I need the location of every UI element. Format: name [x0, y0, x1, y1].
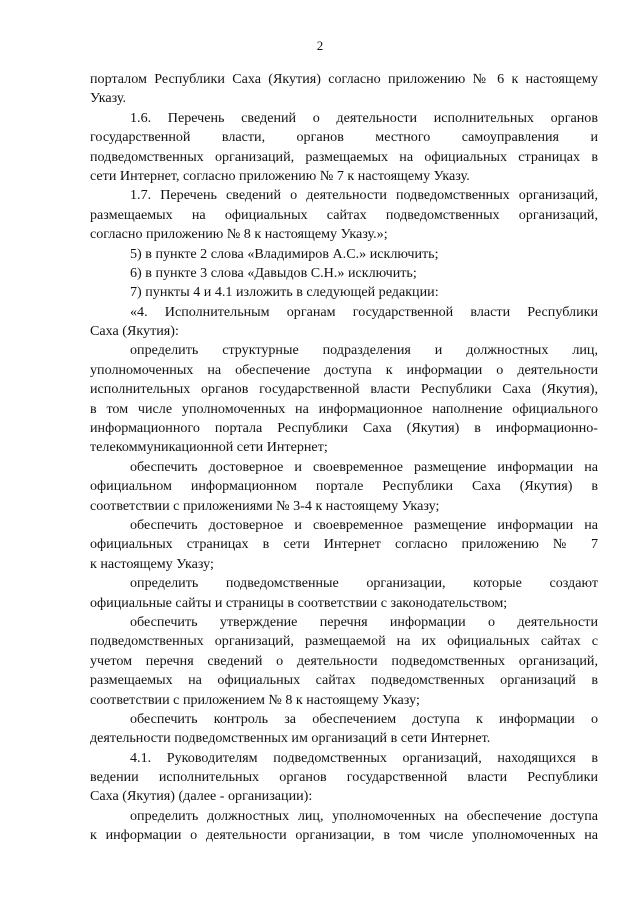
text-line: размещаемых на официальных сайтах подведомственных организаций в — [90, 672, 598, 689]
text-line: обеспечить утверждение перечня информации о деятельности — [130, 613, 598, 630]
text-line: 5) в пункте 2 слова «Владимиров А.С.» исключить; — [130, 245, 439, 262]
text-line: учетом перечня сведений о деятельности подведомственных организаций, — [90, 652, 598, 669]
page-number: 2 — [316, 38, 324, 53]
text-line: ведении исполнительных органов государственной власти Республики — [90, 769, 598, 786]
text-line: соответствии с приложениями № 3-4 к настоящему Указу; — [90, 497, 440, 514]
text-line: к настоящему Указу; — [90, 555, 214, 572]
text-line: телекоммуникационной сети Интернет; — [90, 439, 328, 456]
text-line: 4.1. Руководителям подведомственных организаций, находящихся в — [130, 749, 598, 766]
text-line: 6) в пункте 3 слова «Давыдов С.Н.» исключить; — [130, 264, 417, 281]
text-line: официальные сайты и страницы в соответствии с законодательством; — [90, 594, 508, 611]
text-line: к информации о деятельности организации, в том числе уполномоченных на — [90, 827, 598, 844]
text-line: Саха (Якутия) (далее - организации): — [90, 788, 313, 805]
text-line: обеспечить достоверное и своевременное размещение информации на — [130, 516, 598, 533]
text-line: Саха (Якутия): — [90, 323, 179, 340]
text-line: деятельности подведомственных им организаций в сети Интернет. — [90, 730, 491, 747]
text-line: в том числе уполномоченных на информационное наполнение официального — [90, 400, 598, 417]
text-line: официальных страницах в сети Интернет согласно приложению № 7 — [90, 536, 598, 553]
text-line: соответствии с приложением № 8 к настоящему Указу; — [90, 691, 420, 708]
text-line: 1.7. Перечень сведений о деятельности подведомственных организаций, — [130, 187, 598, 204]
text-line: государственной власти, органов местного самоуправления и — [90, 129, 598, 146]
text-line: информационного портала Республики Саха (Якутия) в информационно- — [90, 420, 598, 437]
text-line: определить должностных лиц, уполномоченных на обеспечение доступа — [130, 807, 598, 824]
text-line: обеспечить достоверное и своевременное размещение информации на — [130, 458, 598, 475]
text-line: подведомственных организаций, размещаемой на их официальных сайтах с — [90, 633, 598, 650]
text-line: исполнительных органов государственной власти Республики Саха (Якутия), — [90, 381, 598, 398]
text-line: определить структурные подразделения и должностных лиц, — [130, 342, 598, 359]
text-line: размещаемых на официальных сайтах подведомственных организаций, — [90, 206, 598, 223]
text-line: уполномоченных на обеспечение доступа к информации о деятельности — [90, 361, 598, 378]
text-line: обеспечить контроль за обеспечением доступа к информации о — [130, 710, 598, 727]
text-line: согласно приложению № 8 к настоящему Указу.»; — [90, 226, 388, 243]
text-line: Указу. — [90, 90, 127, 107]
text-line: 1.6. Перечень сведений о деятельности исполнительных органов — [130, 109, 598, 126]
text-line: определить подведомственные организации, которые создают — [130, 575, 598, 592]
text-line: подведомственных организаций, размещаемых на официальных страницах в — [90, 148, 598, 165]
text-line: порталом Республики Саха (Якутия) согласно приложению № 6 к настоящему — [90, 71, 598, 87]
document-body — [90, 70, 598, 846]
text-line: официальном информационном портале Республики Саха (Якутия) в — [90, 478, 598, 495]
text-line: сети Интернет, согласно приложению № 7 к настоящему Указу. — [90, 167, 470, 184]
text-line: «4. Исполнительным органам государственной власти Республики — [130, 303, 598, 320]
text-line: 7) пункты 4 и 4.1 изложить в следующей редакции: — [130, 284, 439, 301]
